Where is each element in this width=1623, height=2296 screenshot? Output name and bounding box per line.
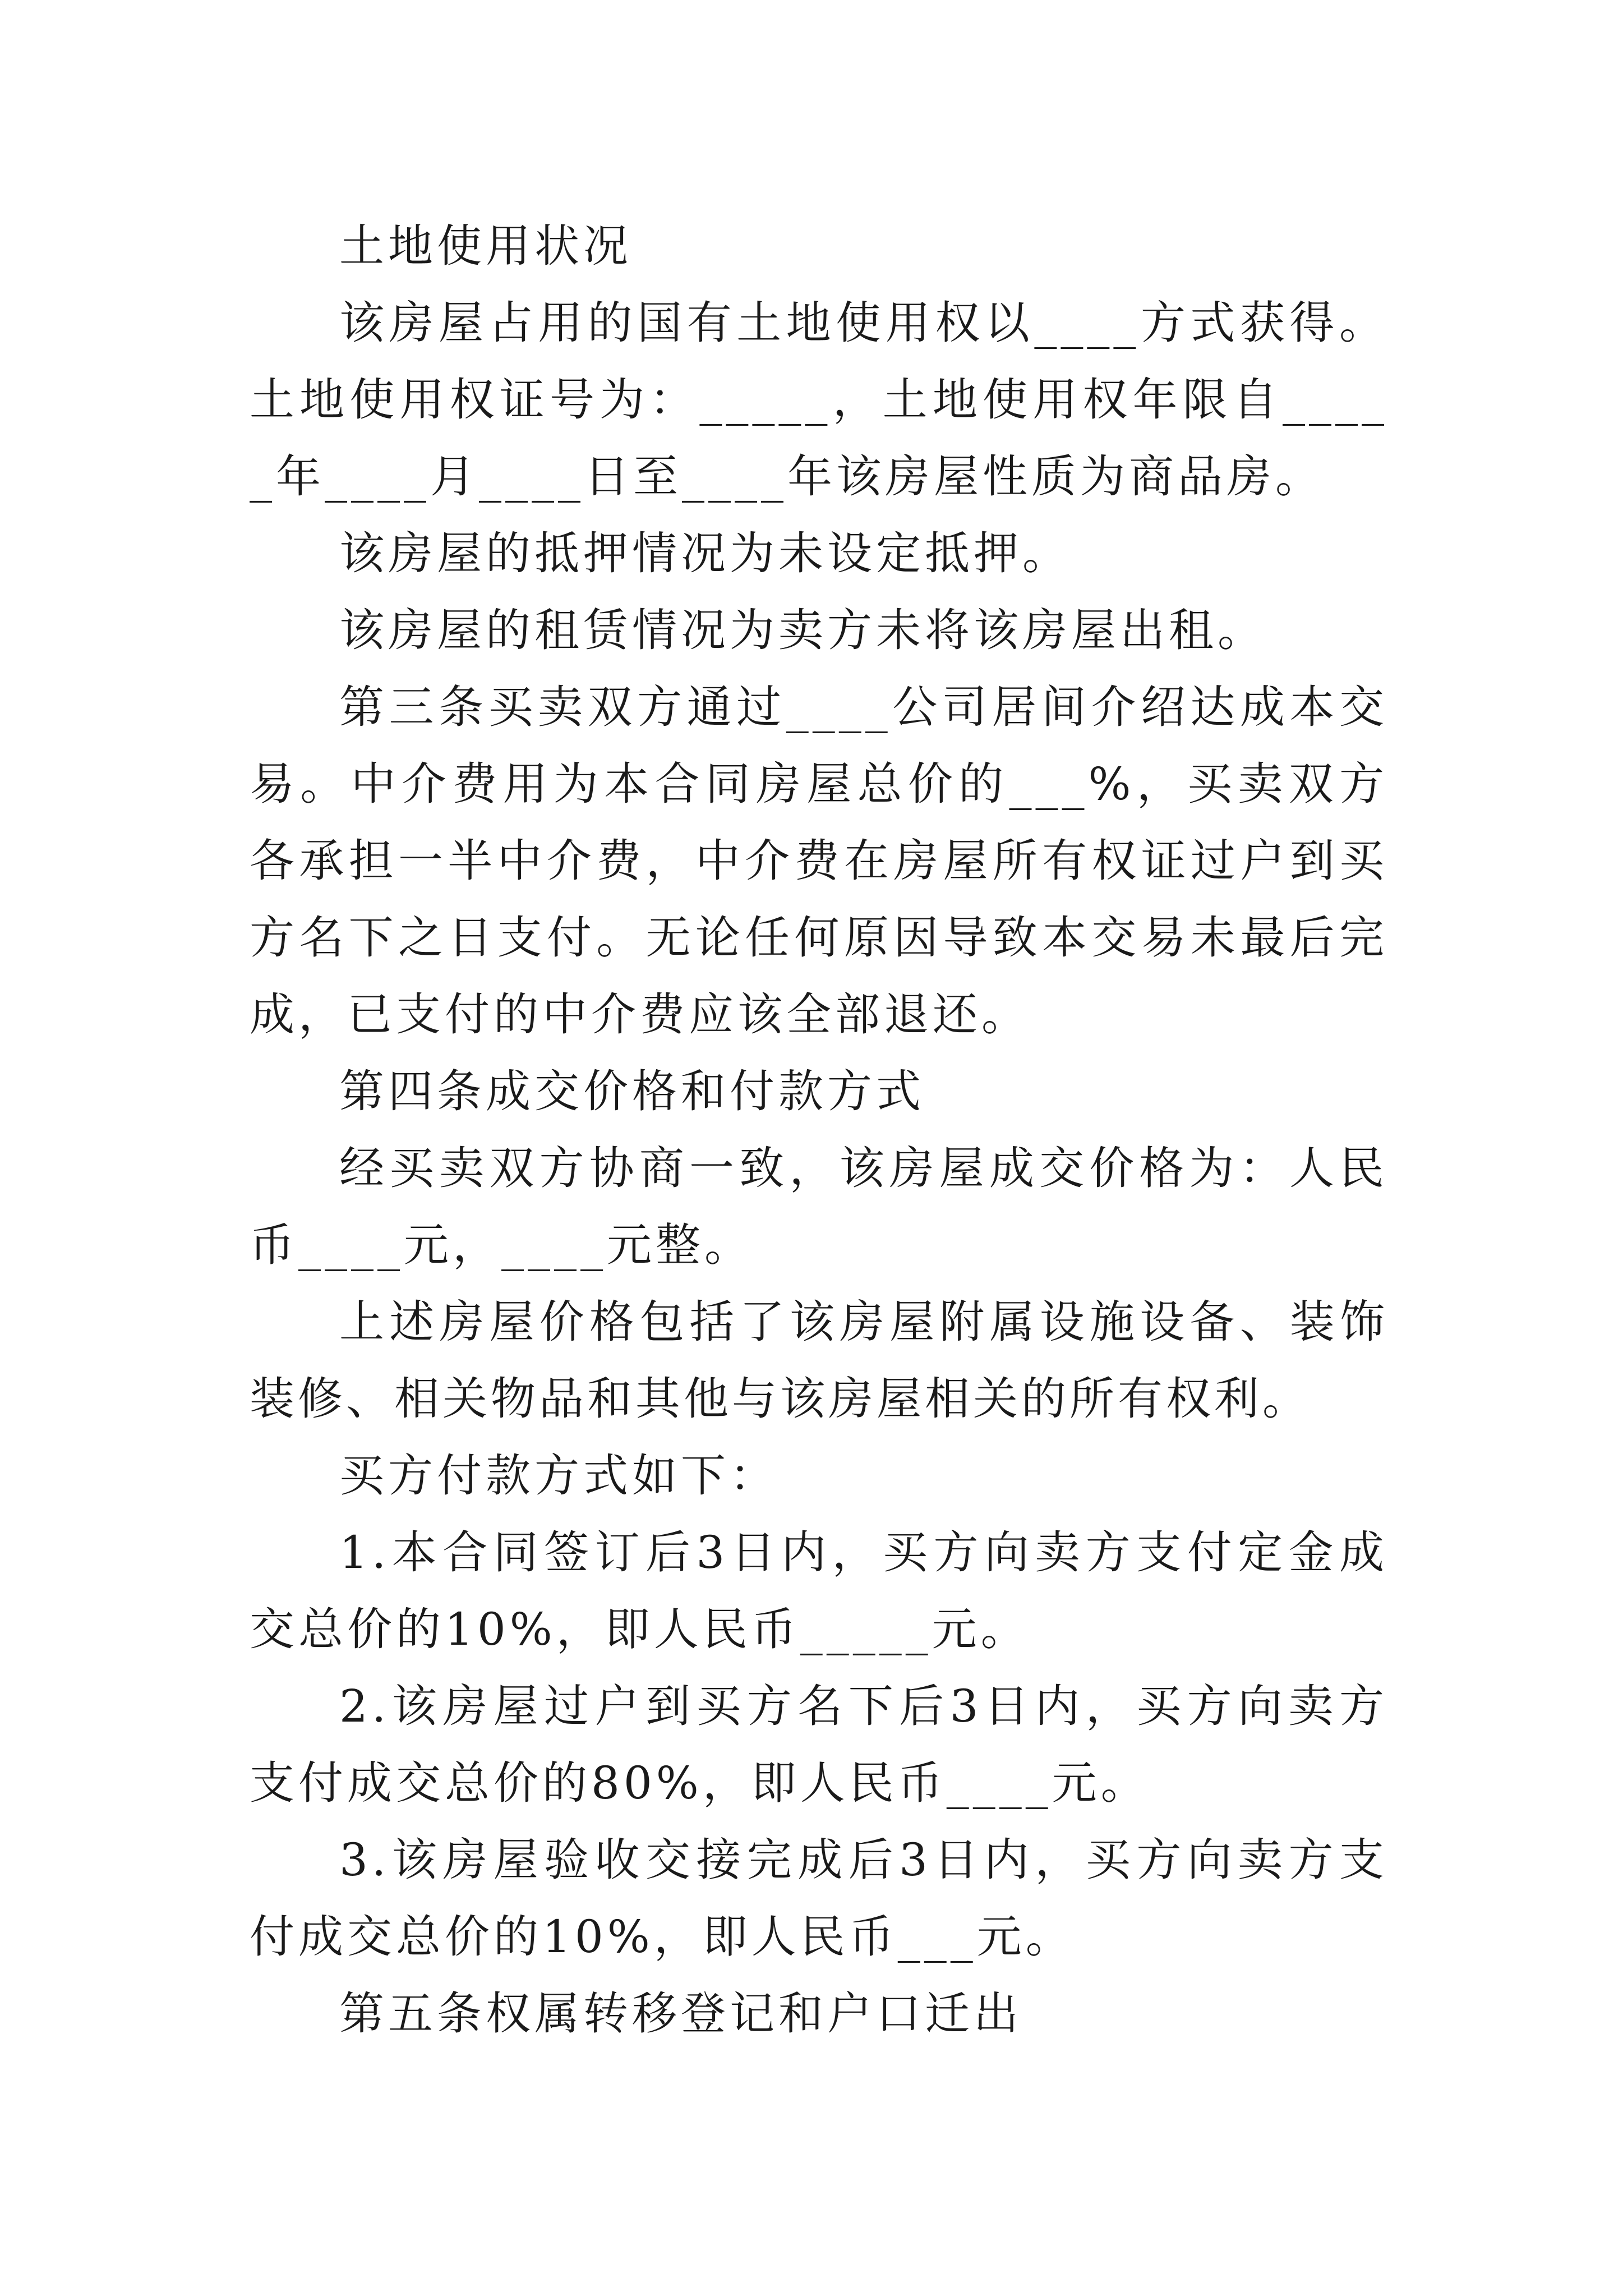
paragraph-land-use-rights: 该房屋占用的国有土地使用权以____方式获得。土地使用权证号为：_____，土地使用权年限自_____年____月____日至____年该房屋性质为商品房。 (250, 297, 1388, 503)
paragraph-payment-method-intro: 买方付款方式如下： (339, 1450, 778, 1502)
paragraph-lease-status: 该房屋的租赁情况为卖方未将该房屋出租。 (339, 604, 1266, 656)
article-four-heading: 第四条成交价格和付款方式 (339, 1065, 925, 1117)
paragraph-price-includes: 上述房屋价格包括了该房屋附属设施设备、装饰装修、相关物品和其他与该房屋相关的所有权利。 (250, 1296, 1388, 1425)
section-heading-land-use: 土地使用状况 (339, 220, 632, 272)
paragraph-mortgage-status: 该房屋的抵押情况为未设定抵押。 (339, 527, 1071, 579)
payment-item-3: 3.该房屋验收交接完成后3日内，买方向卖方支付成交总价的10%，即人民币___元。 (250, 1834, 1388, 1963)
document-body (250, 208, 1388, 2052)
article-three-intermediary: 第三条买卖双方通过____公司居间介绍达成本交易。中介费用为本合同房屋总价的___%，买卖双方各承担一半中介费，中介费在房屋所有权证过户到买方名下之日支付。无论任何原因导致本交易未最后完成，已支付的中介费应该全部退还。 (250, 681, 1388, 1041)
article-five-heading: 第五条权属转移登记和户口迁出 (339, 1987, 1022, 2040)
payment-item-2: 2.该房屋过户到买方名下后3日内，买方向卖方支付成交总价的80%，即人民币____元。 (250, 1680, 1388, 1809)
payment-item-1: 1.本合同签订后3日内，买方向卖方支付定金成交总价的10%，即人民币_____元。 (250, 1526, 1388, 1655)
paragraph-transaction-price: 经买卖双方协商一致，该房屋成交价格为：人民币____元，____元整。 (250, 1142, 1388, 1271)
